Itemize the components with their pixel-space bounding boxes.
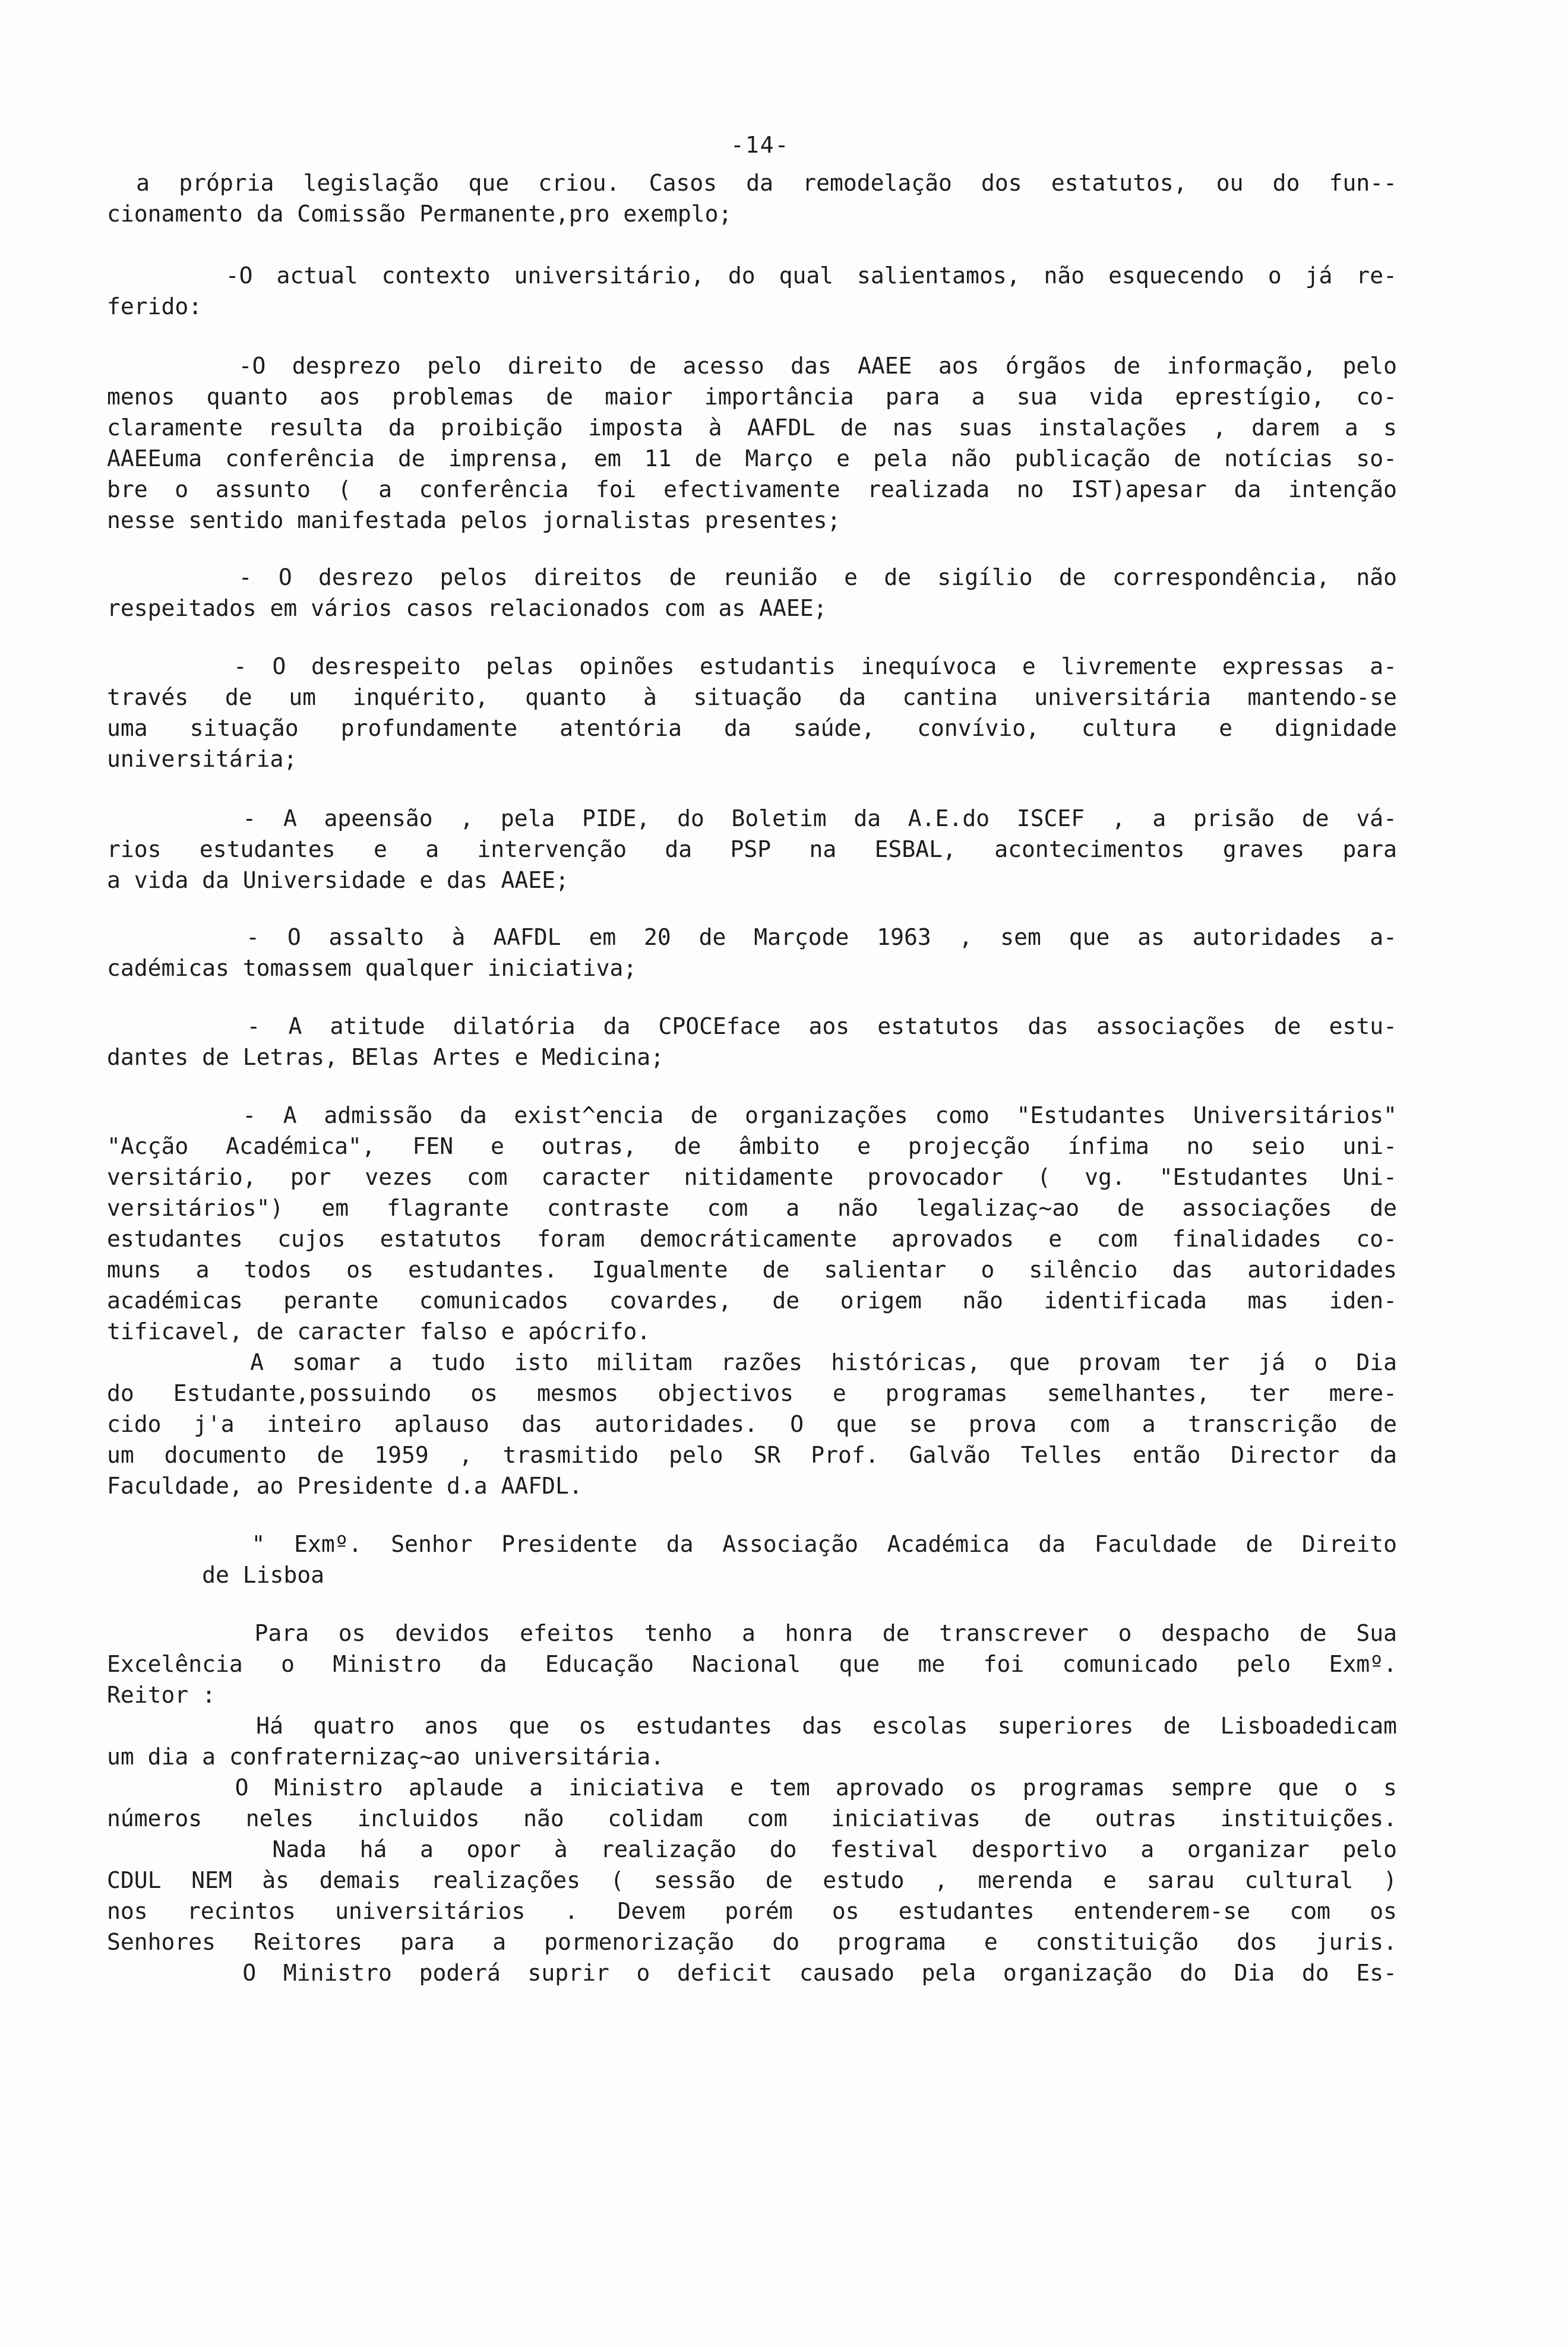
text-line: nos recintos universitários . Devem porém os estudantes entenderem-se com os <box>107 1898 1397 1924</box>
text-line: a própria legislação que criou. Casos da remodelação dos estatutos, ou do fun-- <box>107 170 1397 196</box>
text-line: cido j'a inteiro aplauso das autoridades. O que se prova com a transcrição de <box>107 1411 1397 1437</box>
text-line: de Lisboa <box>107 1562 325 1588</box>
text-line: claramente resulta da proibição imposta à AAFDL de nas suas instalações , darem a s <box>107 415 1397 441</box>
text-line: Senhores Reitores para a pormenorização do programa e constituição dos juris. <box>107 1929 1397 1955</box>
text-line: Faculdade, ao Presidente d.a AAFDL. <box>107 1473 583 1499</box>
text-line: nesse sentido manifestada pelos jornalistas presentes; <box>107 507 841 533</box>
text-line: muns a todos os estudantes. Igualmente de salientar o silêncio das autoridades <box>107 1257 1397 1283</box>
text-line: estudantes cujos estatutos foram democráticamente aprovados e com finalidades co- <box>107 1226 1397 1252</box>
text-line: O Ministro poderá suprir o deficit causado pela organização do Dia do Es- <box>107 1960 1397 1986</box>
text-line: tificavel, de caracter falso e apócrifo. <box>107 1318 651 1345</box>
text-line: a vida da Universidade e das AAEE; <box>107 867 569 893</box>
text-line: -O desprezo pelo direito de acesso das AAEE aos órgãos de informação, pelo <box>107 353 1397 379</box>
text-line: O Ministro aplaude a iniciativa e tem aprovado os programas sempre que o s <box>107 1775 1397 1801</box>
text-line: do Estudante,possuindo os mesmos objectivos e programas semelhantes, ter mere- <box>107 1380 1397 1406</box>
text-line: Reitor : <box>107 1682 216 1708</box>
text-line: - O assalto à AAFDL em 20 de Marçode 1963 , sem que as autoridades a- <box>107 924 1397 950</box>
text-line: Há quatro anos que os estudantes das escolas superiores de Lisboadedicam <box>107 1713 1397 1739</box>
text-line: menos quanto aos problemas de maior importância para a sua vida eprestígio, co- <box>107 384 1397 410</box>
text-line: Para os devidos efeitos tenho a honra de transcrever o despacho de Sua <box>107 1620 1397 1646</box>
text-line: "Acção Académica", FEN e outras, de âmbito e projecção ínfima no seio uni- <box>107 1133 1397 1159</box>
text-line: cionamento da Comissão Permanente,pro exemplo; <box>107 201 732 227</box>
text-line: rios estudantes e a intervenção da PSP na ESBAL, acontecimentos graves para <box>107 836 1397 862</box>
text-line: um dia a confraternizaç~ao universitária. <box>107 1744 664 1770</box>
text-line: dantes de Letras, BElas Artes e Medicina; <box>107 1044 664 1070</box>
text-line: respeitados em vários casos relacionados com as AAEE; <box>107 595 827 621</box>
text-line: versitário, por vezes com caracter nitidamente provocador ( vg. "Estudantes Uni- <box>107 1164 1397 1190</box>
text-line: - O desrespeito pelas opinões estudantis inequívoca e livremente expressas a- <box>107 653 1397 679</box>
text-line: uma situação profundamente atentória da saúde, convívio, cultura e dignidade <box>107 715 1397 741</box>
text-line: - A admissão da exist^encia de organizações como "Estudantes Universitários" <box>107 1102 1397 1128</box>
page-number: -14- <box>731 132 790 158</box>
text-line: um documento de 1959 , trasmitido pelo SR Prof. Galvão Telles então Director da <box>107 1442 1397 1468</box>
text-line: - O desrezo pelos direitos de reunião e de sigílio de correspondência, não <box>107 564 1397 590</box>
text-line: " Exmº. Senhor Presidente da Associação Académica da Faculdade de Direito <box>107 1531 1397 1557</box>
text-line: académicas perante comunicados covardes, de origem não identificada mas iden- <box>107 1288 1397 1314</box>
text-line: números neles incluidos não colidam com iniciativas de outras instituições. <box>107 1805 1397 1832</box>
text-line: Excelência o Ministro da Educação Nacional que me foi comunicado pelo Exmº. <box>107 1651 1397 1677</box>
text-line: CDUL NEM às demais realizações ( sessão de estudo , merenda e sarau cultural ) <box>107 1867 1397 1893</box>
text-line: - A apeensão , pela PIDE, do Boletim da A.E.do ISCEF , a prisão de vá- <box>107 805 1397 831</box>
text-line: cadémicas tomassem qualquer iniciativa; <box>107 955 637 981</box>
text-line: bre o assunto ( a conferência foi efectivamente realizada no IST)apesar da intenção <box>107 476 1397 502</box>
text-line: través de um inquérito, quanto à situação da cantina universitária mantendo-se <box>107 684 1397 710</box>
text-line: universitária; <box>107 746 298 772</box>
text-line: - A atitude dilatória da CPOCEface aos estatutos das associações de estu- <box>107 1013 1397 1039</box>
text-line: ferido: <box>107 293 203 320</box>
text-line: A somar a tudo isto militam razões históricas, que provam ter já o Dia <box>107 1349 1397 1375</box>
text-line: -O actual contexto universitário, do qual salientamos, não esquecendo o já re- <box>107 262 1397 289</box>
text-line: Nada há a opor à realização do festival desportivo a organizar pelo <box>107 1836 1397 1862</box>
text-line: AAEEuma conferência de imprensa, em 11 de Março e pela não publicação de notícias so- <box>107 445 1397 472</box>
text-line: versitários") em flagrante contraste com a não legalizaç~ao de associações de <box>107 1195 1397 1221</box>
